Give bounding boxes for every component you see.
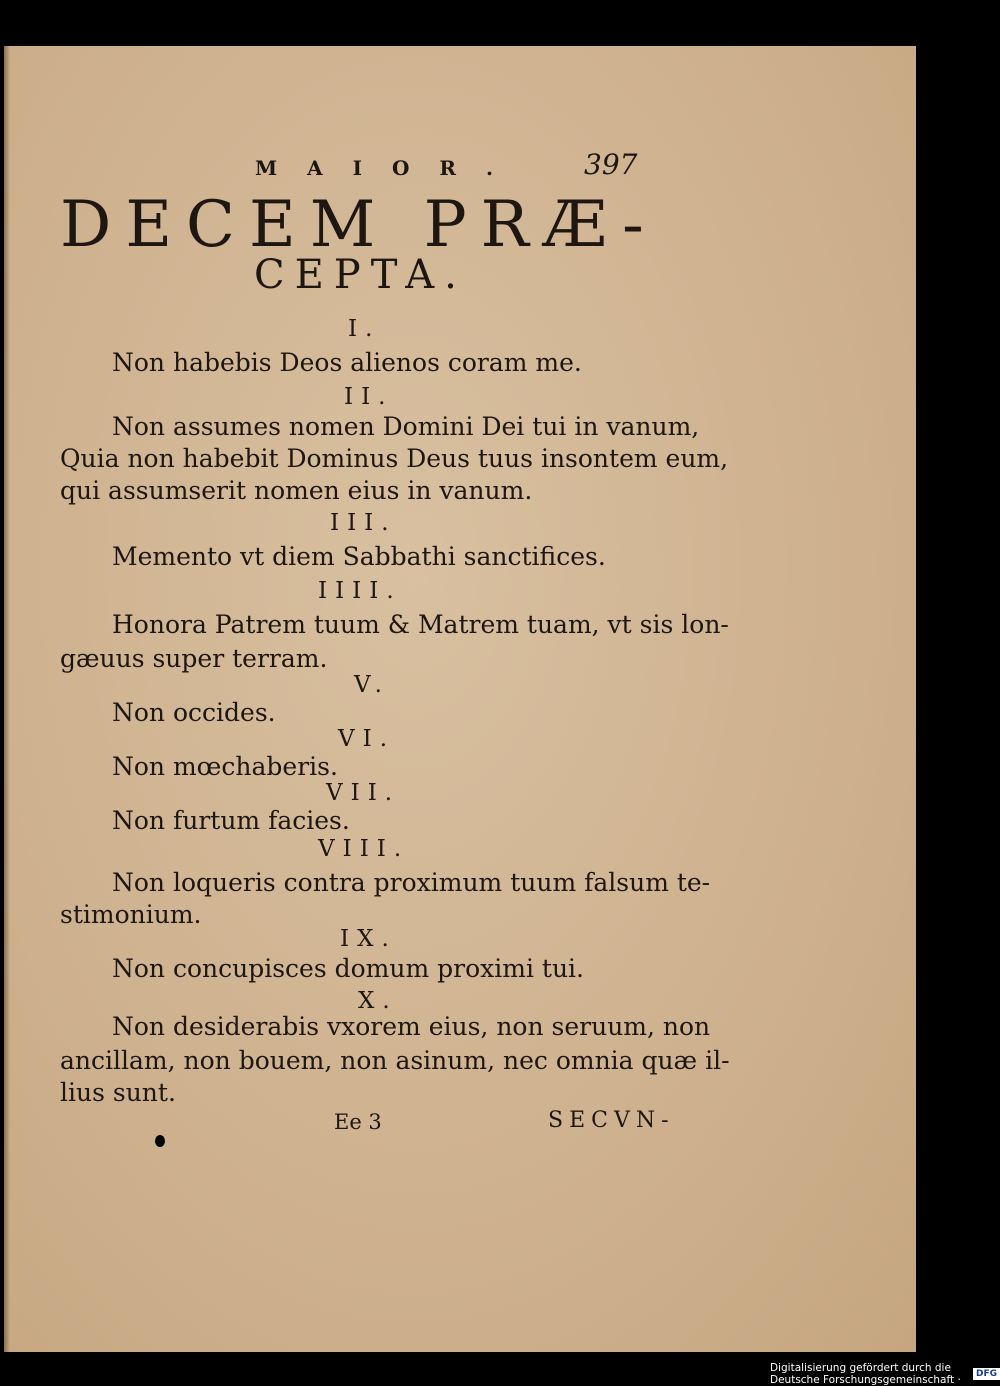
commandment-5-line-1: Non occides. — [112, 698, 276, 727]
commandment-8-line-1: Non loqueris contra proximum tuum falsum te- — [112, 868, 711, 897]
dfg-logo: DFG — [973, 1368, 1000, 1380]
commandment-4-line-1: Honora Patrem tuum & Matrem tuam, vt sis lon- — [112, 610, 729, 639]
numeral-3: III. — [330, 510, 397, 536]
numeral-6: VI. — [338, 726, 396, 752]
signature-mark: Ee 3 — [334, 1110, 382, 1134]
running-head: MAIOR. — [255, 156, 524, 180]
numeral-10: X. — [358, 988, 398, 1014]
numeral-4: IIII. — [318, 578, 402, 604]
credit-text: Digitalisierung gefördert durch die Deutsche Forschungsgemeinschaft · — [770, 1362, 961, 1386]
commandment-8-line-2: stimonium. — [60, 900, 202, 929]
numeral-1: I. — [348, 316, 381, 342]
numeral-7: VII. — [326, 780, 401, 806]
title-line-2: CEPTA. — [254, 252, 467, 298]
commandment-2-line-2: Quia non habebit Dominus Deus tuus insontem eum, — [60, 444, 729, 473]
catchword: SECVN- — [548, 1108, 675, 1133]
commandment-6-line-1: Non mœchaberis. — [112, 752, 338, 781]
commandment-2-line-1: Non assumes nomen Domini Dei tui in vanum, — [112, 412, 700, 441]
commandment-7-line-1: Non furtum facies. — [112, 806, 350, 835]
commandment-1-line-1: Non habebis Deos alienos coram me. — [112, 348, 582, 377]
digitization-credit — [770, 1362, 1000, 1386]
commandment-9-line-1: Non concupisces domum proximi tui. — [112, 954, 584, 983]
numeral-5: V. — [354, 672, 390, 698]
numeral-2: II. — [344, 384, 394, 410]
commandment-10-line-3: lius sunt. — [60, 1078, 176, 1107]
commandment-3-line-1: Memento vt diem Sabbathi sanctifices. — [112, 542, 606, 571]
numeral-9: IX. — [340, 926, 397, 952]
commandment-2-line-3: qui assumserit nomen eius in vanum. — [60, 476, 533, 505]
commandment-10-line-2: ancillam, non bouem, non asinum, nec omnia quæ il- — [60, 1046, 730, 1075]
ink-dot — [155, 1135, 165, 1147]
page-edge-shadow — [4, 46, 10, 1352]
commandment-10-line-1: Non desiderabis vxorem eius, non seruum, non — [112, 1012, 711, 1041]
commandment-4-line-2: gæuus super terram. — [60, 644, 328, 673]
page-number: 397 — [584, 148, 638, 181]
title-line-1: DECEM PRÆ- — [60, 188, 658, 262]
numeral-8: VIII. — [318, 836, 410, 862]
book-page — [4, 46, 916, 1352]
